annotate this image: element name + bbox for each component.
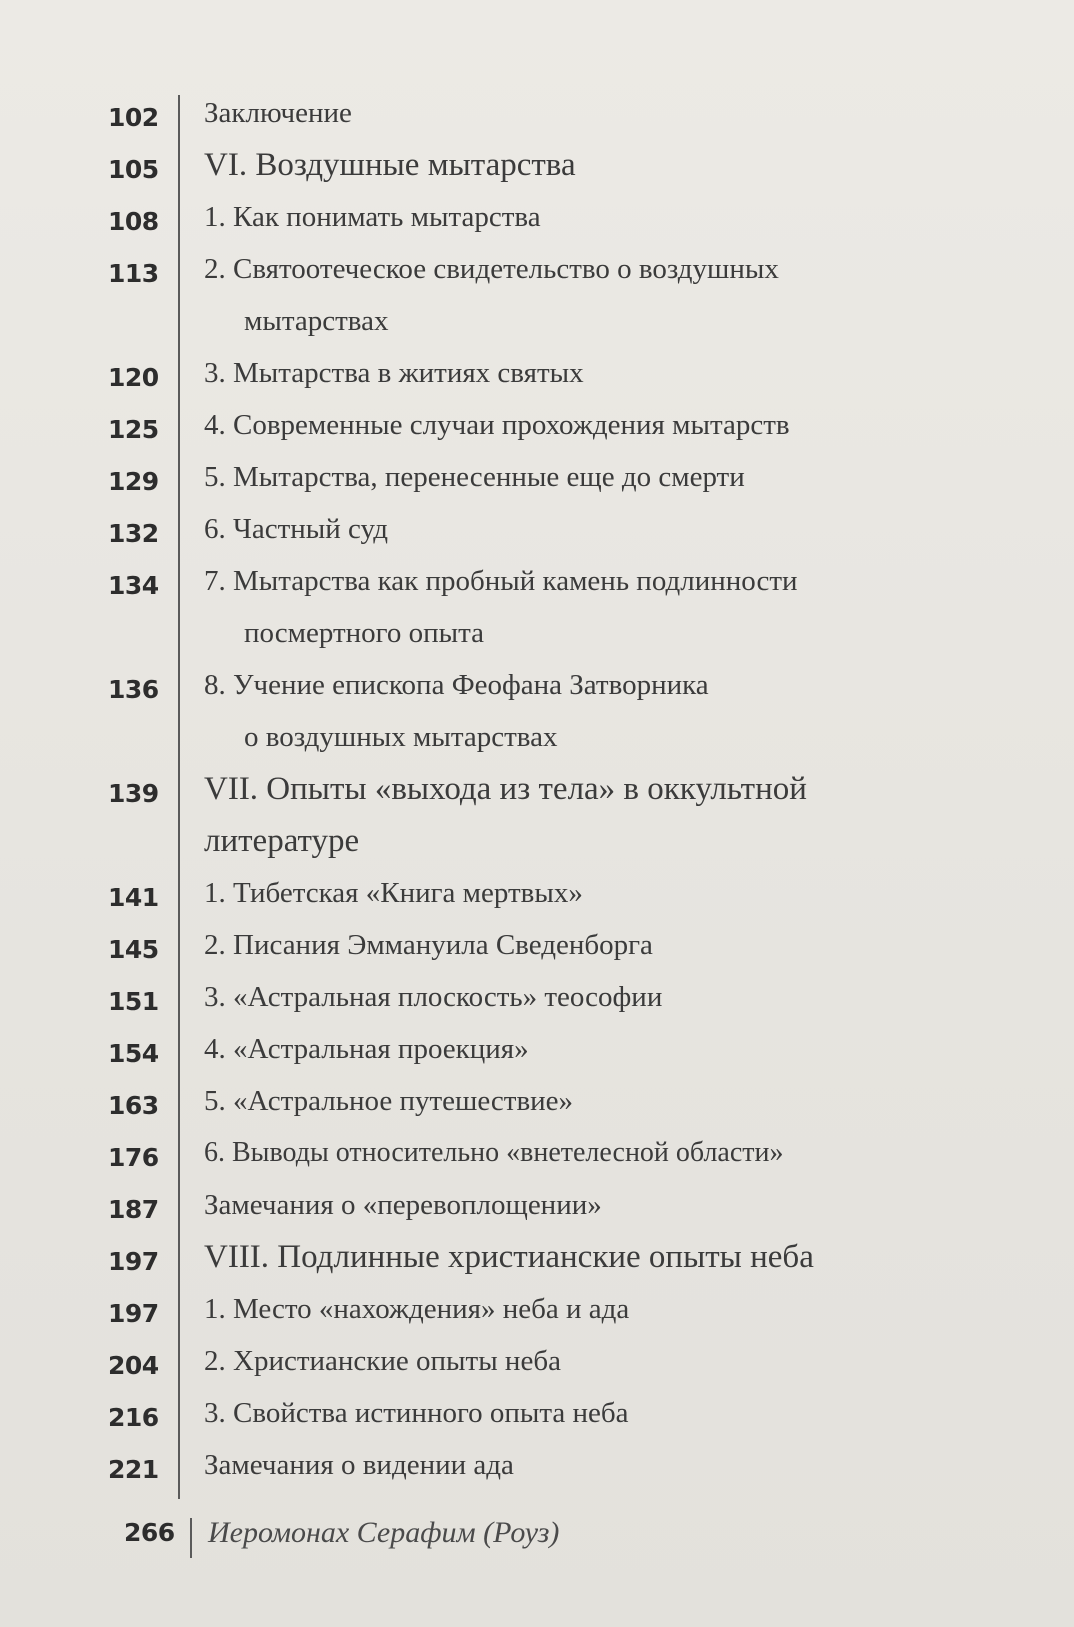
toc-title-cont: посмертного опыта [244,617,484,649]
toc-divider [178,823,180,875]
toc-page-number: 105 [108,155,159,184]
toc-page-number: 102 [108,103,159,132]
toc-title: 7. Мытарства как пробный камень подлинности [204,565,798,597]
toc-page-number: 204 [108,1351,159,1380]
toc-title: 3. «Астральная плоскость» теософии [204,981,663,1013]
toc-entry [0,355,1074,407]
toc-title: 3. Свойства истинного опыта неба [204,1397,629,1429]
toc-title: 2. Писания Эммануила Сведенборга [204,929,653,961]
toc-page-number: 132 [108,519,159,548]
toc-title: 1. Тибетская «Книга мертвых» [204,877,583,909]
toc-page-number: 113 [108,259,159,288]
toc-divider [178,251,180,303]
toc-page-number: 154 [108,1039,159,1068]
toc-title: 1. Как понимать мытарства [204,201,541,233]
toc-divider [178,1291,180,1343]
toc-page-number: 197 [108,1299,159,1328]
toc-page-number: 221 [108,1455,159,1484]
toc-title: 4. «Астральная проекция» [204,1033,529,1065]
toc-title: Заключение [204,97,352,129]
toc-entry [0,667,1074,719]
toc-section-title: VIII. Подлинные христианские опыты неба [204,1239,814,1275]
toc-divider [178,407,180,459]
toc-title: 8. Учение епископа Феофана Затворника [204,669,709,701]
toc-divider [178,563,180,615]
toc-entry [0,1239,1074,1291]
toc-entry [0,927,1074,979]
toc-title: 4. Современные случаи прохождения мытарств [204,409,790,441]
toc-page-number: 120 [108,363,159,392]
toc-entry [0,979,1074,1031]
toc-divider [178,615,180,667]
toc-divider [178,303,180,355]
toc-section-title-cont: литературе [204,823,360,859]
toc-title: 5. Мытарства, перенесенные еще до смерти [204,461,745,493]
toc-title: 2. Святоотеческое свидетельство о воздушных [204,253,779,285]
toc-entry [0,1395,1074,1447]
toc-divider [178,459,180,511]
toc-divider [178,719,180,771]
toc-divider [178,199,180,251]
toc-divider [178,1135,180,1187]
toc-entry [0,511,1074,563]
toc-entry [0,1343,1074,1395]
toc-entry [0,1447,1074,1499]
footer-author: Иеромонах Серафим (Роуз) [208,1516,560,1549]
table-of-contents [0,95,1074,1499]
toc-section-title: VI. Воздушные мытарства [204,147,576,183]
toc-divider [178,1447,180,1499]
toc-entry [0,407,1074,459]
toc-entry [0,1031,1074,1083]
toc-divider [178,1343,180,1395]
toc-page-number: 163 [108,1091,159,1120]
toc-divider [178,95,180,147]
toc-page-number: 129 [108,467,159,496]
toc-entry [0,771,1074,823]
toc-entry [0,199,1074,251]
toc-entry-continuation [0,303,1074,355]
toc-divider [178,875,180,927]
toc-title: 5. «Астральное путешествие» [204,1085,574,1117]
footer-page-number: 266 [124,1518,175,1547]
toc-entry-continuation [0,615,1074,667]
toc-section-title: VII. Опыты «выхода из тела» в оккультной [204,771,807,807]
toc-entry [0,1291,1074,1343]
toc-entry [0,147,1074,199]
toc-title: 1. Место «нахождения» неба и ада [204,1293,630,1325]
toc-page-number: 151 [108,987,159,1016]
toc-entry [0,563,1074,615]
toc-divider [178,1395,180,1447]
page-footer [0,1512,1074,1562]
toc-divider [178,355,180,407]
toc-title: 6. Выводы относительно «внетелесной области» [204,1137,784,1168]
toc-divider [178,1031,180,1083]
toc-title-cont: мытарствах [244,305,389,337]
toc-entry [0,1135,1074,1187]
toc-entry [0,875,1074,927]
toc-entry-continuation [0,719,1074,771]
toc-page-number: 187 [108,1195,159,1224]
toc-entry-continuation [0,823,1074,875]
toc-page-number: 197 [108,1247,159,1276]
toc-title: Замечания о видении ада [204,1449,514,1481]
toc-title: 3. Мытарства в житиях святых [204,357,584,389]
toc-entry [0,459,1074,511]
toc-page-number: 139 [108,779,159,808]
toc-page-number: 125 [108,415,159,444]
toc-page-number: 145 [108,935,159,964]
toc-divider [178,927,180,979]
toc-divider [178,771,180,823]
toc-entry [0,1083,1074,1135]
toc-page-number: 136 [108,675,159,704]
toc-divider [178,511,180,563]
toc-title: Замечания о «перевоплощении» [204,1189,602,1221]
toc-page-number: 176 [108,1143,159,1172]
toc-title: 6. Частный суд [204,513,388,545]
toc-title: 2. Христианские опыты неба [204,1345,561,1377]
toc-divider [178,667,180,719]
toc-divider [178,979,180,1031]
toc-page-number: 216 [108,1403,159,1432]
toc-divider [178,1187,180,1239]
toc-divider [178,1239,180,1291]
toc-entry [0,95,1074,147]
toc-divider [178,1083,180,1135]
toc-page-number: 108 [108,207,159,236]
toc-title-cont: о воздушных мытарствах [244,721,558,753]
toc-entry [0,1187,1074,1239]
toc-page-number: 141 [108,883,159,912]
toc-page-number: 134 [108,571,159,600]
toc-entry [0,251,1074,303]
footer-divider [190,1518,192,1558]
toc-divider [178,147,180,199]
